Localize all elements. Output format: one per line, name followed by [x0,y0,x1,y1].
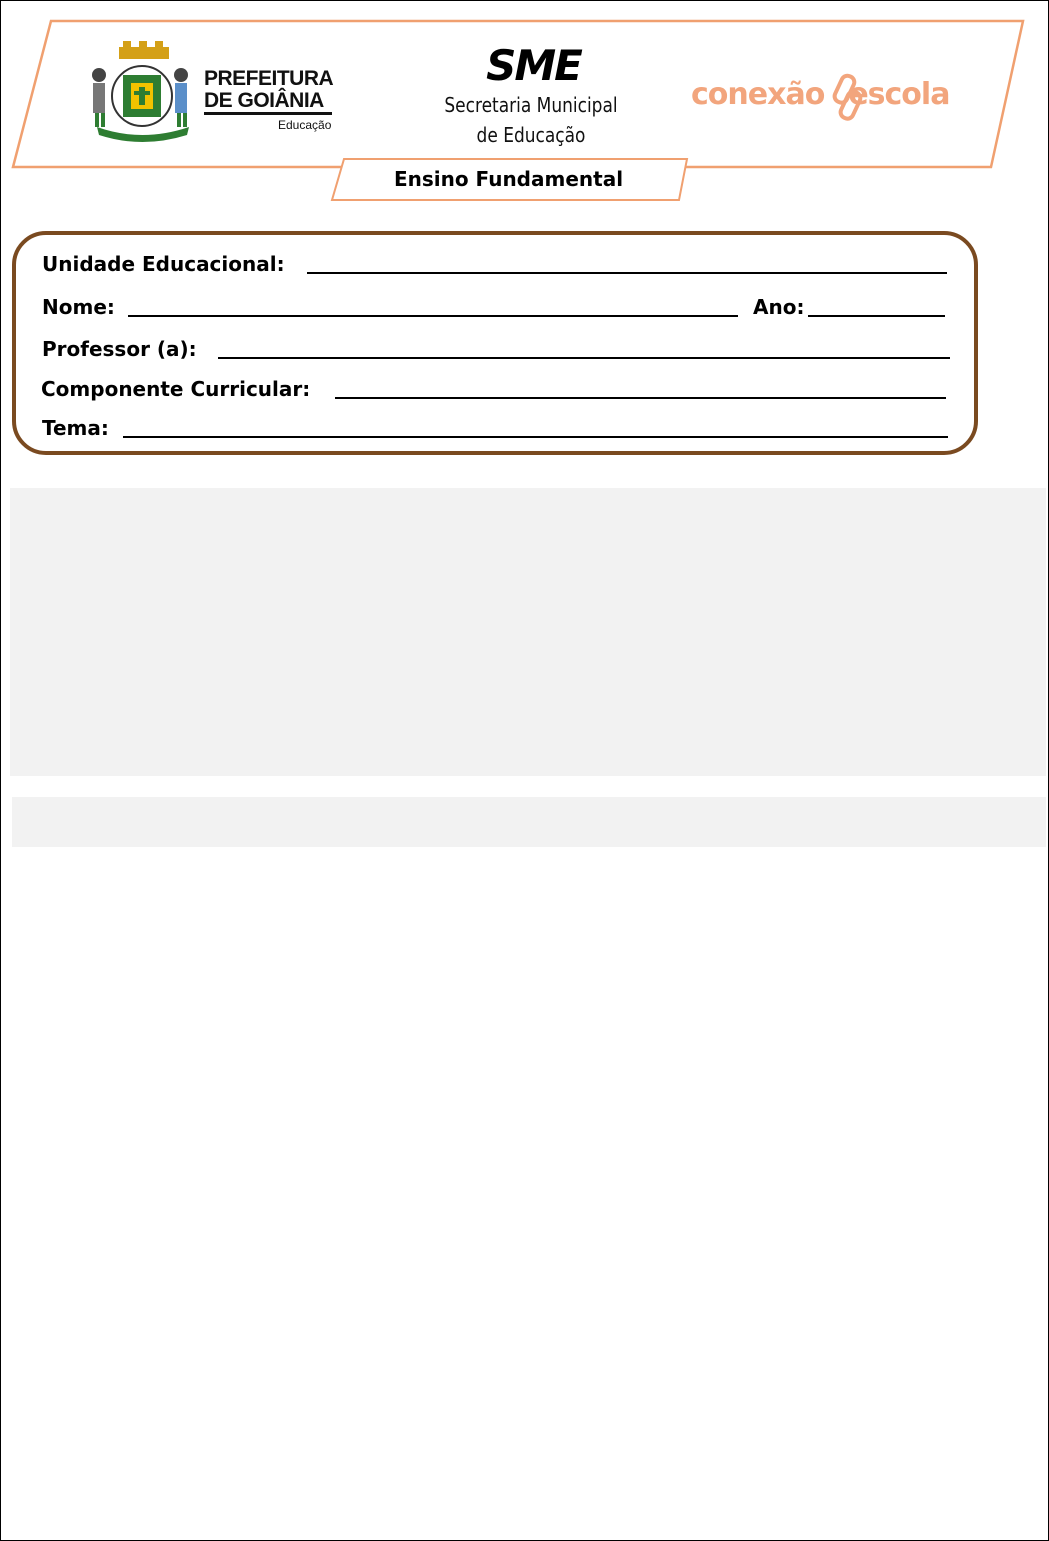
unidade-answer-line[interactable] [307,272,947,274]
componente-answer-line[interactable] [335,397,946,399]
nome-label: Nome: [42,295,115,319]
sme-logo-title: SME [486,41,581,90]
sme-subtitle-line2: de Educação [476,123,586,147]
prefeitura-logo-rule [204,112,332,115]
goiania-coat-of-arms [92,41,189,142]
prefeitura-logo-line2: DE GOIÂNIA [204,89,324,112]
content-placeholder-block [10,488,1046,776]
ano-answer-line[interactable] [808,315,945,317]
prefeitura-logo-line1: PREFEITURA [204,67,334,90]
professor-answer-line[interactable] [218,357,950,359]
tema-label: Tema: [42,416,109,440]
tema-answer-line[interactable] [123,436,948,438]
prefeitura-logo-subtitle: Educação [278,118,332,132]
conexao-logo-left: conexão [691,77,825,112]
professor-label: Professor (a): [42,337,197,361]
nome-answer-line[interactable] [128,315,738,317]
componente-label: Componente Curricular: [41,377,311,401]
unidade-label: Unidade Educacional: [42,252,285,276]
conexao-logo-right: escola [848,77,950,112]
ano-label: Ano: [753,295,805,319]
conexao-escola-logo [691,77,949,112]
sme-subtitle-line1: Secretaria Municipal [444,93,618,117]
content-placeholder-strip [12,797,1046,847]
education-level-label: Ensino Fundamental [393,167,624,191]
